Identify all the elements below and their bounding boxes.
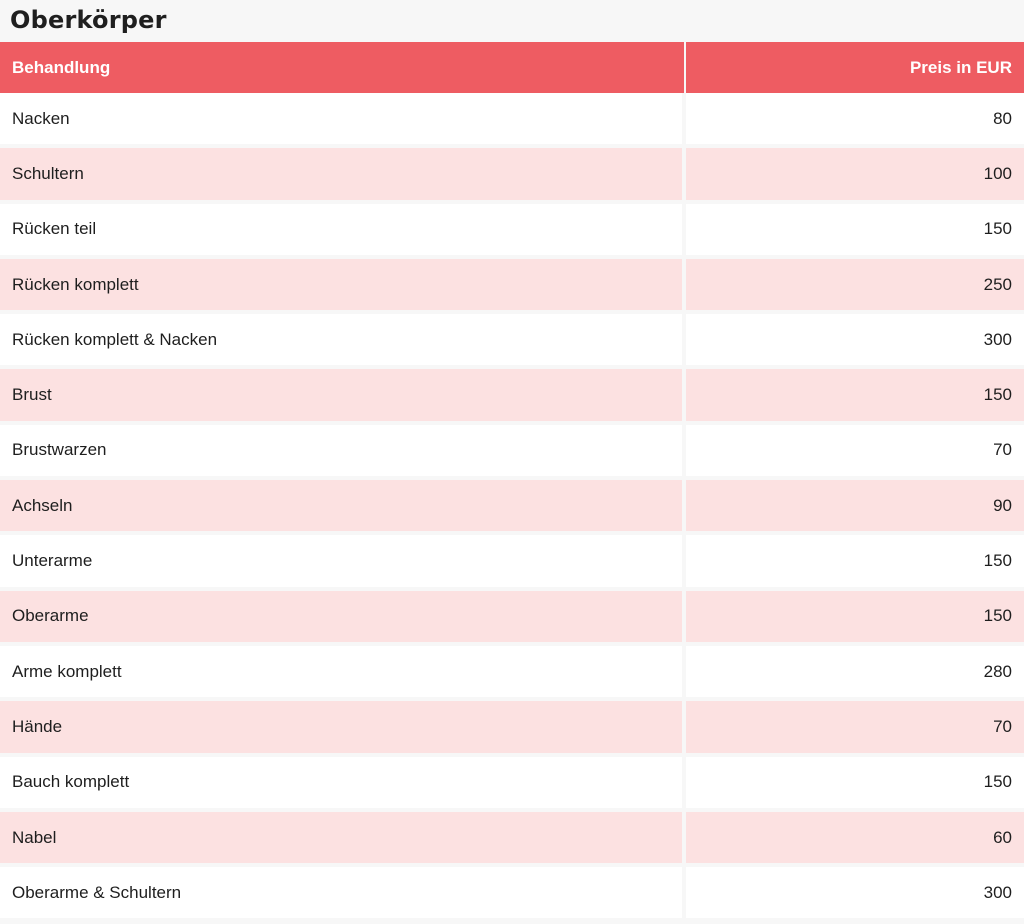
treatment-cell: Nabel bbox=[0, 812, 686, 867]
header-row bbox=[0, 42, 1024, 93]
price-cell: 150 bbox=[686, 757, 1024, 812]
price-cell: 300 bbox=[686, 867, 1024, 922]
column-header-treatment: Behandlung bbox=[0, 42, 686, 93]
column-header-price: Preis in EUR bbox=[686, 42, 1024, 93]
treatment-cell: Oberarme & Schultern bbox=[0, 867, 686, 922]
price-cell: 80 bbox=[686, 93, 1024, 148]
price-cell: 150 bbox=[686, 204, 1024, 259]
price-table-header bbox=[0, 42, 1024, 93]
price-cell: 90 bbox=[686, 480, 1024, 535]
table-row bbox=[0, 314, 1024, 369]
price-cell: 300 bbox=[686, 314, 1024, 369]
table-row bbox=[0, 204, 1024, 259]
treatment-cell: Schultern bbox=[0, 148, 686, 203]
treatment-cell: Arme komplett bbox=[0, 646, 686, 701]
table-row bbox=[0, 93, 1024, 148]
table-row bbox=[0, 535, 1024, 590]
treatment-cell: Bauch komplett bbox=[0, 757, 686, 812]
table-row bbox=[0, 646, 1024, 701]
treatment-cell: Rücken teil bbox=[0, 204, 686, 259]
treatment-cell: Oberarme bbox=[0, 591, 686, 646]
table-row bbox=[0, 757, 1024, 812]
treatment-cell: Unterarme bbox=[0, 535, 686, 590]
price-cell: 150 bbox=[686, 369, 1024, 424]
price-table bbox=[0, 42, 1024, 922]
treatment-cell: Brust bbox=[0, 369, 686, 424]
price-cell: 70 bbox=[686, 701, 1024, 756]
table-row bbox=[0, 369, 1024, 424]
table-row bbox=[0, 867, 1024, 922]
price-cell: 150 bbox=[686, 535, 1024, 590]
table-row bbox=[0, 425, 1024, 480]
treatment-cell: Brustwarzen bbox=[0, 425, 686, 480]
section-title: Oberkörper bbox=[10, 6, 167, 34]
price-cell: 280 bbox=[686, 646, 1024, 701]
price-cell: 250 bbox=[686, 259, 1024, 314]
table-row bbox=[0, 259, 1024, 314]
table-row bbox=[0, 812, 1024, 867]
treatment-cell: Nacken bbox=[0, 93, 686, 148]
table-row bbox=[0, 591, 1024, 646]
price-cell: 70 bbox=[686, 425, 1024, 480]
treatment-cell: Rücken komplett & Nacken bbox=[0, 314, 686, 369]
table-row bbox=[0, 480, 1024, 535]
price-cell: 150 bbox=[686, 591, 1024, 646]
treatment-cell: Hände bbox=[0, 701, 686, 756]
price-cell: 60 bbox=[686, 812, 1024, 867]
treatment-cell: Achseln bbox=[0, 480, 686, 535]
price-cell: 100 bbox=[686, 148, 1024, 203]
table-row bbox=[0, 148, 1024, 203]
treatment-cell: Rücken komplett bbox=[0, 259, 686, 314]
price-table-body bbox=[0, 93, 1024, 922]
table-row bbox=[0, 701, 1024, 756]
